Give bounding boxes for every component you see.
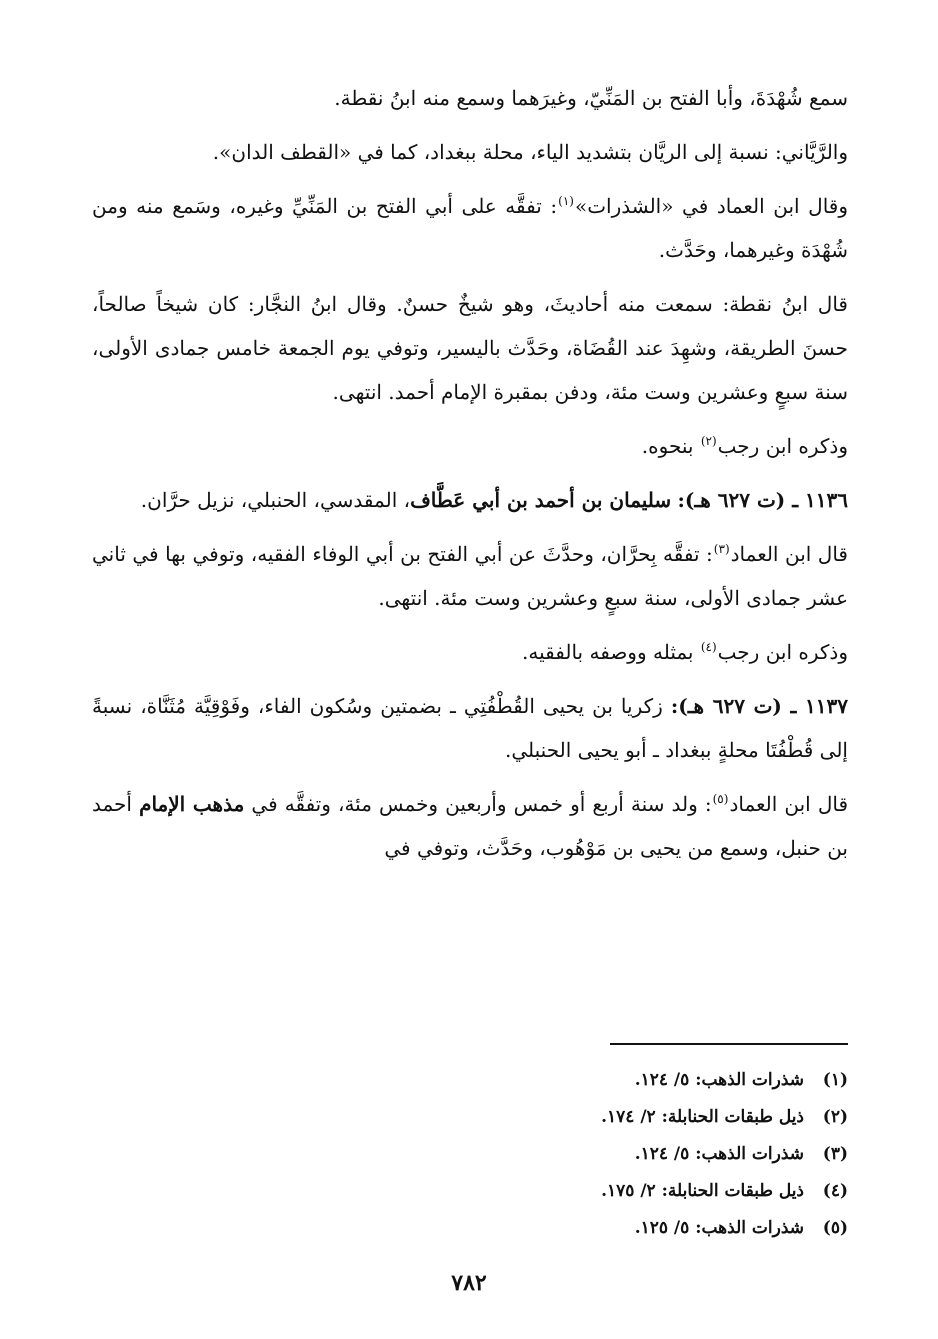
paragraph-3-text-end: : تفقَّه على أبي الفتح بن المَنِّيِّ وغيره، وسَمع منه ومن شُهْدَة وغيرهما، وحَدَّث.: [92, 194, 848, 262]
footnote-number: (٤): [822, 1181, 848, 1201]
paragraph-1: [92, 76, 848, 120]
footnote-item: [428, 1099, 848, 1136]
entry-1136-paragraph-2: [92, 630, 848, 674]
entry-1136-p1-start: قال ابن العماد: [730, 542, 848, 566]
footnote-number: (١): [822, 1070, 848, 1090]
footnote-text: ذيل طبقات الحنابلة: ٢/ ١٧٥.: [601, 1181, 804, 1201]
entry-1137-p1-start: قال ابن العماد: [729, 792, 849, 816]
entry-1137-p1-bold: مذهب الإمام: [139, 792, 245, 816]
footnote-ref-5: (٥): [712, 792, 729, 807]
entry-1136-name: سليمان بن أحمد بن أبي عَطَّاف: [410, 488, 672, 512]
footnote-item: [428, 1173, 848, 1210]
footnote-number: (٥): [822, 1218, 848, 1238]
entry-1136-heading: [92, 478, 848, 522]
entry-1136-description: ، المقدسي، الحنبلي، نزيل حرَّان.: [140, 488, 411, 512]
paragraph-3: [92, 184, 848, 272]
entry-1136-p1-end: : تفقَّه بِحرَّان، وحدَّثَ عن أبي الفتح بن أبي الوفاء الفقيه، وتوفي بها في ثاني عشر جمادى الأولى، سنة سبعٍ وعشرين وست مئة. انتهى.: [92, 542, 848, 610]
footnote-text: ذيل طبقات الحنابلة: ٢/ ١٧٤.: [601, 1107, 804, 1127]
paragraph-2-text: والرَّيَّاني: نسبة إلى الريَّان بتشديد الياء، محلة ببغداد، كما في «القطف الدان».: [212, 140, 848, 164]
paragraph-1-text: سمع شُهْدَةَ، وأبا الفتح بن المَنِّيّ، وغيرَهما وسمع منه ابنُ نقطة.: [334, 86, 848, 110]
footnote-text: شذرات الذهب: ٥/ ١٢٤.: [634, 1070, 804, 1090]
entry-1137-description: زكريا بن يحيى القُطْفُتِي ـ بضمتين وسُكون الفاء، وفَوْقِيَّة مُثَنَّاة، نسبةً إلى قُطْفُتَا محلةٍ ببغداد ـ أبو يحيى الحنبلي.: [92, 694, 848, 762]
paragraph-5-text-start: وذكره ابن رجب: [717, 434, 848, 458]
paragraph-2: [92, 130, 848, 174]
footnote-item: [428, 1136, 848, 1173]
footnote-ref-2: (٢): [700, 434, 717, 449]
footnote-number: (٢): [822, 1107, 848, 1127]
paragraph-3-text-start: وقال ابن العماد في «الشذرات»: [574, 194, 849, 218]
entry-1137-p1-end: أحمد بن حنبل، وسمع من يحيى بن مَوْهُوب، وحَدَّث، وتوفي في: [92, 792, 848, 860]
footnote-ref-4: (٤): [700, 640, 717, 655]
paragraph-4: [92, 282, 848, 414]
entry-1136-number: ١١٣٦ ـ (ت ٦٢٧ هـ):: [677, 488, 848, 512]
footnote-ref-1: (١): [558, 194, 574, 209]
footnote-number: (٣): [822, 1144, 848, 1164]
footnote-text: شذرات الذهب: ٥/ ١٢٥.: [634, 1218, 804, 1238]
paragraph-5-text-end: بنحوه.: [641, 434, 700, 458]
footnote-text: شذرات الذهب: ٥/ ١٢٤.: [634, 1144, 804, 1164]
entry-1136-paragraph-1: [92, 532, 848, 620]
entry-1137-p1-middle: : ولد سنة أربع أو خمس وأربعين وخمس مئة، وتفقَّه في: [244, 792, 712, 816]
footnotes-list: [428, 1062, 848, 1247]
footnote-item: [428, 1062, 848, 1099]
footnote-ref-3: (٣): [713, 542, 730, 557]
paragraph-4-text: قال ابنُ نقطة: سمعت منه أحاديثَ، وهو شيخٌ حسنٌ. وقال ابنُ النجَّار: كان شيخاً صالحاً، حسنَ الطريقة، وشهِدَ عند القُضَاة، وحَدَّث باليسير، وتوفي يوم الجمعة خامس جمادى الأولى، سنة سبعٍ وعشرين وست مئة، ودفن بمقبرة الإمام أحمد. انتهى.: [92, 292, 848, 404]
entry-1136-p2-start: وذكره ابن رجب: [717, 640, 848, 664]
page-number: ٧٨٢: [451, 1270, 487, 1296]
footnote-divider: [610, 1043, 848, 1045]
paragraph-5: [92, 424, 848, 468]
entry-1137-number: ١١٣٧ ـ (ت ٦٢٧ هـ):: [670, 694, 848, 718]
entry-1137-heading: [92, 684, 848, 772]
entry-1137-paragraph-1: [92, 782, 848, 870]
footnote-item: [428, 1210, 848, 1247]
entry-1136-p2-end: بمثله ووصفه بالفقيه.: [522, 640, 700, 664]
